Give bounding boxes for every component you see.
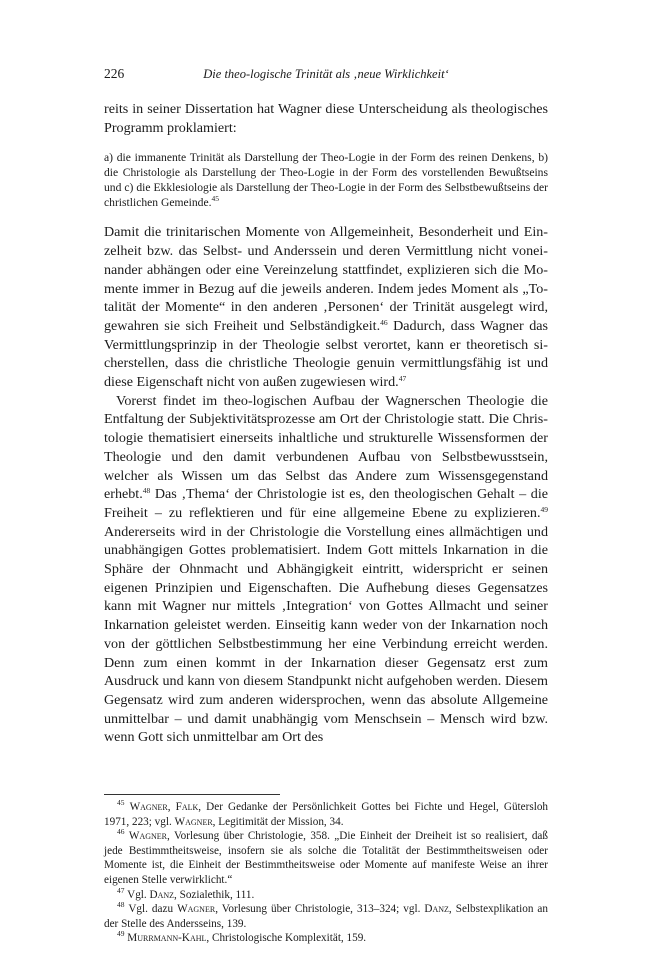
footnote-text: , Vorlesung über Christologie, 313–324; vgl. [215, 903, 425, 916]
footnote-number: 46 [117, 827, 125, 837]
footnote-text: , Legitimität der Mission, 34. [212, 815, 344, 828]
running-header [104, 66, 548, 82]
footnote-45: $^{45}$ Wagner, Falk, Der Gedanke der Persönlichkeit Gottes bei Fichte und Hegel, Gütersloh 1971, 223; vgl. Wagner, Legitimität der Mission, 34. [104, 798, 549, 828]
paragraph-2 [104, 392, 548, 747]
footnote-48 [104, 902, 548, 931]
footnote-text: , Selbstexplikation an der Stelle des Andersseins, 139. [104, 903, 548, 930]
footnote-ref: 47 [398, 374, 407, 384]
footnote-author: Wagner [129, 801, 168, 813]
footnote-46 [104, 829, 548, 887]
footnote-author: Danz [149, 888, 175, 901]
footnote-number: 48 [117, 900, 125, 910]
running-title: Die theo-logische Trinität als ‚neue Wirklichkeit‘ [203, 67, 449, 81]
footnote-text: Vgl. [127, 888, 150, 901]
footnote-ref: 45 [211, 194, 220, 204]
intro-paragraph: reits in seiner Dissertation hat Wagner diese Unterscheidung als theologisches Programm proklamiert: [104, 101, 548, 136]
footnote-text: , Christologische Komplexität, 159. [206, 932, 367, 945]
footnote-text: , Vorlesung über Christologie, 358. „Die Einheit der Dreiheit ist so realisiert, daß jede Bestimmtheitsweise, insofern sie als solche die Totalität der Bestimmtheitsweisen oder Momente ist, die Einheit der Bestimmtheitsweise oder Momente auf manifeste Weise an ihrer eigenen Stelle verwirklicht.“ [104, 830, 548, 886]
footnote-author: Wagner [177, 903, 216, 916]
footnote-number: 45 [117, 798, 125, 807]
block-quote [104, 150, 548, 210]
paragraph-text: Das ‚Thema‘ der Christologie ist es, den theologischen Gehalt – die Freiheit – zu reflektieren und für eine allgemeine Ebene zu explizieren. [104, 486, 548, 521]
footnote-ref: 48 [142, 486, 151, 496]
paragraph-1 [104, 223, 548, 391]
main-text [104, 100, 548, 747]
paragraph-text: Vorerst findet im theo-logischen Aufbau der Wagnerschen Theologie die Entfaltung der Subjektivitätsprozesse am Ort der Christologie statt. Die Christologie thematisiert einerseits inhaltliche und strukturelle Wissensformen der Theologie und den damit verbundenen Aufbau von Selbstbewusstsein, welcher als Wissen um das Selbst das Andere zum Wissensgegenstand erhebt. [104, 392, 548, 503]
footnote-author: Danz [424, 903, 449, 916]
footnote-author: Wagner [174, 815, 213, 828]
footnote-text: Vgl. dazu [128, 903, 178, 916]
page-number: 226 [104, 66, 125, 81]
footnote-ref: 49 [540, 504, 548, 514]
footnote-author: Wagner [128, 830, 168, 843]
footnote-author: Falk [175, 801, 199, 813]
footnote-text: , Sozialethik, 111. [174, 888, 255, 901]
block-quote-text: a) die immanente Trinität als Darstellung der Theo-Logie in der Form des reinen Denkens, b) die Christologie als Darstellung der Theo-Logie in der Form des vorstellenden Bewußtseins und c) die Ekklesiologie als Darstellung der Theo-Logie in der Form des Selbstbewußtseins der christlichen Gemeinde. [104, 151, 548, 210]
footnote-separator [104, 794, 280, 795]
paragraph-text: Dadurch, dass Wagner das Vermittlungsprinzip in der Theologie selbst verortet, kann er theoretisch sicherstellen, dass die christliche Theologie genuin vermittlungsfähig ist und diese Eigenschaft nicht von außen zugewiesen wird. [104, 317, 548, 391]
footnote-number: 49 [117, 929, 125, 939]
paragraph-text: Andererseits wird in der Christologie die Vorstellung eines allmächtigen und unabhängigen Gottes problematisiert. Indem Gott mittels Inkarnation in die Sphäre der Ohnmacht und Abhängigkeit eintritt, widerspricht er seinen eigenen Prinzipien und Eigenschaften. Die Aufhebung dieses Gegensatzes kann mit Wagner nur mittels ‚Integration‘ von Gottes Allmacht und seiner Inkarnation geleistet werden. Einseitig kann weder von der Inkarnation noch von der göttlichen Selbstbestimmung her eine Verbindung erreicht werden. Denn zum einen kommt in der Inkarnation dieser Gegensatz erst zum Ausdruck und kann von diesem Standpunkt nicht aufgehoben werden. Diesem Gegensatz wird zum anderen widersprochen, wenn das absolute Allgemeine unmittelbar – und damit unabhängig vom Menschsein – Mensch wird bzw. wenn Gott sich unmittelbar am Ort des [104, 523, 548, 746]
footnote-text: , Der Gedanke der Persönlichkeit Gottes bei Fichte und Hegel, Gütersloh 1971, 223; vgl. [104, 801, 549, 828]
footnote-author: Murrmann-Kahl [127, 932, 207, 945]
footnote-49 [104, 931, 548, 946]
footnote-ref: 46 [380, 317, 388, 327]
footnote-number: 47 [117, 885, 125, 895]
footnotes [104, 800, 548, 946]
footnote-47 [104, 885, 548, 903]
paragraph-text: Damit die trinitarischen Momente von Allgemeinheit, Besonderheit und Einzelheit bzw. das Selbst- und Anderssein und deren Vermittlung nicht voneinander abhängen oder eine Vereinzelung stattfindet, explizieren sich die Momente immer in Bezug auf die jeweils anderen. Indem jedes Moment als „Totalität der Momente“ in den anderen ‚Personen‘ der Trinität ausgelegt wird, gewahren sie sich Freiheit und Selbständigkeit. [104, 224, 548, 334]
